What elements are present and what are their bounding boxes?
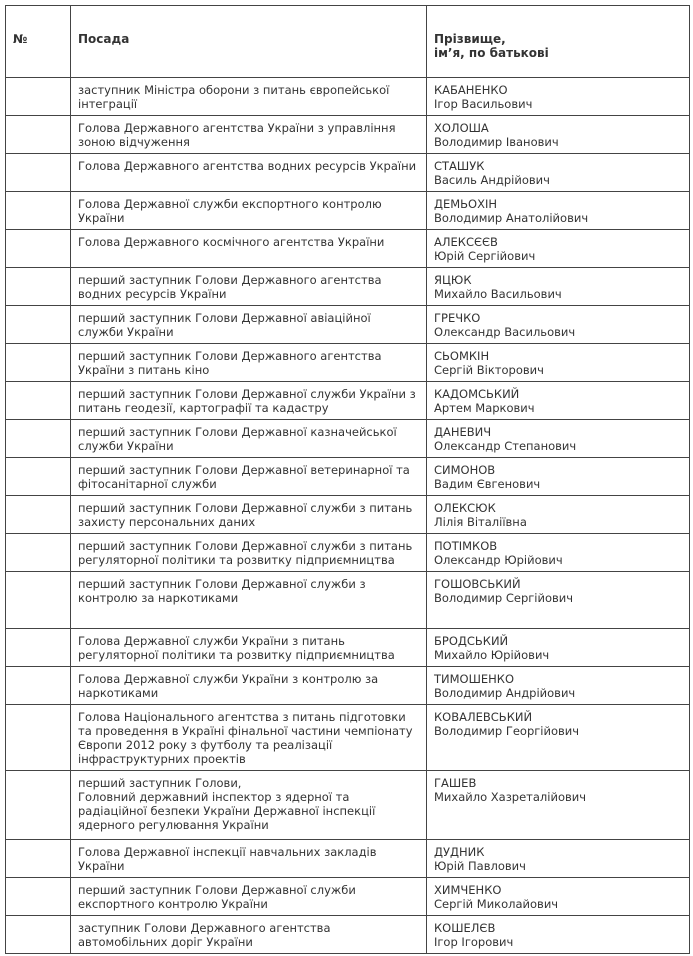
row-number-cell <box>6 344 71 382</box>
table-row <box>6 154 690 192</box>
given-names: Лілія Віталіївна <box>434 515 527 529</box>
surname: ДАНЕВИЧ <box>434 425 492 439</box>
position-line: перший заступник Голови Державної служби з <box>78 577 366 591</box>
given-names: Михайло Васильович <box>434 287 562 301</box>
surname: ГАШЕВ <box>434 776 477 790</box>
name-cell <box>427 154 690 192</box>
surname: ХИМЧЕНКО <box>434 883 502 897</box>
position-cell <box>71 154 427 192</box>
header-row <box>6 6 690 78</box>
position-cell <box>71 771 427 840</box>
position-line: перший заступник Голови Державної ветеринарної та <box>78 463 410 477</box>
given-names: Олександр Юрійович <box>434 553 563 567</box>
position-line: Голова Державної інспекції навчальних закладів <box>78 845 377 859</box>
given-names: Ігор Ігорович <box>434 935 514 949</box>
position-cell <box>71 705 427 771</box>
name-cell <box>427 771 690 840</box>
given-names: Михайло Юрійович <box>434 648 550 662</box>
position-line: наркотиками <box>78 686 159 700</box>
position-cell <box>71 572 427 629</box>
position-line: експортного контролю України <box>78 897 268 911</box>
position-line: регуляторної політики та розвитку підприємництва <box>78 553 395 567</box>
surname: КАДОМСЬКИЙ <box>434 387 520 401</box>
surname: ДЕМЬОХІН <box>434 197 498 211</box>
position-line: заступник Міністра оборони з питань європейської <box>78 83 390 97</box>
name-cell <box>427 878 690 916</box>
position-line: служби України <box>78 325 174 339</box>
row-number-cell <box>6 916 71 954</box>
position-line: та проведення в Україні фінальної частини чемпіонату <box>78 724 413 738</box>
position-line: Голова Державного агентства водних ресурсів України <box>78 159 417 173</box>
surname: ОЛЕКСЮК <box>434 501 496 515</box>
table-row <box>6 878 690 916</box>
position-line: зоною відчуження <box>78 135 190 149</box>
given-names: Сергій Миколайович <box>434 897 559 911</box>
table-row <box>6 705 690 771</box>
table-row <box>6 230 690 268</box>
surname: СИМОНОВ <box>434 463 496 477</box>
table-row <box>6 572 690 629</box>
given-names: Олександр Васильович <box>434 325 576 339</box>
position-cell <box>71 382 427 420</box>
position-cell <box>71 192 427 230</box>
row-number-cell <box>6 78 71 116</box>
surname: СТАШУК <box>434 159 485 173</box>
row-number-cell <box>6 154 71 192</box>
row-number-cell <box>6 192 71 230</box>
name-cell <box>427 534 690 572</box>
position-line: контролю за наркотиками <box>78 591 239 605</box>
table-row <box>6 78 690 116</box>
name-cell <box>427 344 690 382</box>
given-names: Володимир Анатолійович <box>434 211 589 225</box>
row-number-cell <box>6 420 71 458</box>
position-line: регуляторної політики та розвитку підприємництва <box>78 648 395 662</box>
position-line: захисту персональних даних <box>78 515 256 529</box>
name-cell <box>427 306 690 344</box>
row-number-cell <box>6 629 71 667</box>
table-row <box>6 534 690 572</box>
header-name-line1: Прізвище, <box>434 32 506 46</box>
name-cell <box>427 496 690 534</box>
given-names: Олександр Степанович <box>434 439 577 453</box>
surname: ЯЦЮК <box>434 273 472 287</box>
table-row <box>6 344 690 382</box>
table-row <box>6 840 690 878</box>
position-cell <box>71 78 427 116</box>
row-number-cell <box>6 268 71 306</box>
row-number-cell <box>6 496 71 534</box>
surname: ДУДНИК <box>434 845 485 859</box>
row-number-cell <box>6 878 71 916</box>
name-cell <box>427 572 690 629</box>
table-row <box>6 420 690 458</box>
surname: ГРЕЧКО <box>434 311 481 325</box>
row-number-cell <box>6 771 71 840</box>
position-cell <box>71 916 427 954</box>
position-line: Голова Національного агентства з питань підготовки <box>78 710 406 724</box>
position-line: Голова Державної служби України з контролю за <box>78 672 379 686</box>
position-cell <box>71 306 427 344</box>
given-names: Володимир Іванович <box>434 135 559 149</box>
name-cell <box>427 382 690 420</box>
position-cell <box>71 420 427 458</box>
surname: ТИМОШЕНКО <box>434 672 515 686</box>
header-name <box>427 6 690 78</box>
position-line: Голова Державного космічного агентства України <box>78 235 385 249</box>
surname: БРОДСЬКИЙ <box>434 634 509 648</box>
table-row <box>6 382 690 420</box>
given-names: Володимир Андрійович <box>434 686 576 700</box>
given-names: Сергій Вікторович <box>434 363 544 377</box>
name-cell <box>427 420 690 458</box>
position-cell <box>71 344 427 382</box>
position-cell <box>71 667 427 705</box>
name-cell <box>427 230 690 268</box>
position-line: питань геодезії, картографії та кадастру <box>78 401 329 415</box>
position-line: Головний державний інспектор з ядерної та <box>78 790 350 804</box>
given-names: Володимир Сергійович <box>434 591 574 605</box>
position-line: інфраструктурних проектів <box>78 752 246 766</box>
position-cell <box>71 878 427 916</box>
row-number-cell <box>6 116 71 154</box>
position-cell <box>71 496 427 534</box>
given-names: Ігор Васильович <box>434 97 533 111</box>
position-line: автомобільних доріг України <box>78 935 253 949</box>
row-number-cell <box>6 705 71 771</box>
name-cell <box>427 667 690 705</box>
position-line: Голова Державної служби України з питань <box>78 634 345 648</box>
given-names: Юрій Сергійович <box>434 249 536 263</box>
surname: ПОТІМКОВ <box>434 539 498 553</box>
given-names: Михайло Хазреталійович <box>434 790 587 804</box>
row-number-cell <box>6 572 71 629</box>
row-number-cell <box>6 306 71 344</box>
position-cell <box>71 268 427 306</box>
table-row <box>6 771 690 840</box>
surname: АЛЕКСЄЄВ <box>434 235 498 249</box>
position-line: перший заступник Голови Державного агентства <box>78 273 382 287</box>
row-number-cell <box>6 382 71 420</box>
row-number-cell <box>6 840 71 878</box>
header-position: Посада <box>71 6 427 78</box>
header-num: № <box>6 6 71 78</box>
surname: СЬОМКІН <box>434 349 490 363</box>
position-line: інтеграції <box>78 97 138 111</box>
given-names: Вадим Євгенович <box>434 477 541 491</box>
position-line: фітосанітарної служби <box>78 477 217 491</box>
table-row <box>6 629 690 667</box>
name-cell <box>427 840 690 878</box>
table-row <box>6 268 690 306</box>
given-names: Юрій Павлович <box>434 859 526 873</box>
position-cell <box>71 534 427 572</box>
position-line: перший заступник Голови Державної казначейської <box>78 425 397 439</box>
position-line: перший заступник Голови Державної служби <box>78 883 356 897</box>
position-line: перший заступник Голови Державної служби України з <box>78 387 416 401</box>
name-cell <box>427 705 690 771</box>
row-number-cell <box>6 534 71 572</box>
position-line: України <box>78 211 125 225</box>
name-cell <box>427 116 690 154</box>
surname: ХОЛОША <box>434 121 489 135</box>
name-cell <box>427 192 690 230</box>
table-row <box>6 496 690 534</box>
position-line: Європи 2012 року з футболу та реалізації <box>78 738 333 752</box>
name-cell <box>427 268 690 306</box>
given-names: Володимир Георгійович <box>434 724 580 738</box>
table-row <box>6 192 690 230</box>
position-cell <box>71 840 427 878</box>
position-line: служби України <box>78 439 174 453</box>
name-cell <box>427 629 690 667</box>
position-line: України з питань кіно <box>78 363 210 377</box>
position-line: водних ресурсів України <box>78 287 227 301</box>
table-row <box>6 116 690 154</box>
name-cell <box>427 458 690 496</box>
officials-table <box>5 5 690 954</box>
position-line: радіаційної безпеки України Державної інспекції <box>78 804 376 818</box>
row-number-cell <box>6 667 71 705</box>
given-names: Василь Андрійович <box>434 173 550 187</box>
name-cell <box>427 78 690 116</box>
row-number-cell <box>6 458 71 496</box>
surname: ГОШОВСЬКИЙ <box>434 577 521 591</box>
position-cell <box>71 458 427 496</box>
position-line: перший заступник Голови Державної служби з питань <box>78 539 413 553</box>
surname: КАБАНЕНКО <box>434 83 508 97</box>
position-line: Голова Державного агентства України з управління <box>78 121 396 135</box>
position-cell <box>71 116 427 154</box>
position-line: Голова Державної служби експортного контролю <box>78 197 382 211</box>
table-row <box>6 458 690 496</box>
header-name-line2: ім’я, по батькові <box>434 46 549 60</box>
position-line: перший заступник Голови Державного агентства <box>78 349 382 363</box>
surname: КОВАЛЕВСЬКИЙ <box>434 710 533 724</box>
table-row <box>6 667 690 705</box>
position-cell <box>71 230 427 268</box>
table-row <box>6 916 690 954</box>
position-line: ядерного регулювання України <box>78 818 269 832</box>
row-number-cell <box>6 230 71 268</box>
position-cell <box>71 629 427 667</box>
table-row <box>6 306 690 344</box>
position-line: перший заступник Голови, <box>78 776 242 790</box>
position-line: України <box>78 859 125 873</box>
surname: КОШЕЛЄВ <box>434 921 496 935</box>
name-cell <box>427 916 690 954</box>
given-names: Артем Маркович <box>434 401 535 415</box>
position-line: заступник Голови Державного агентства <box>78 921 331 935</box>
position-line: перший заступник Голови Державної служби з питань <box>78 501 413 515</box>
position-line: перший заступник Голови Державної авіаційної <box>78 311 371 325</box>
